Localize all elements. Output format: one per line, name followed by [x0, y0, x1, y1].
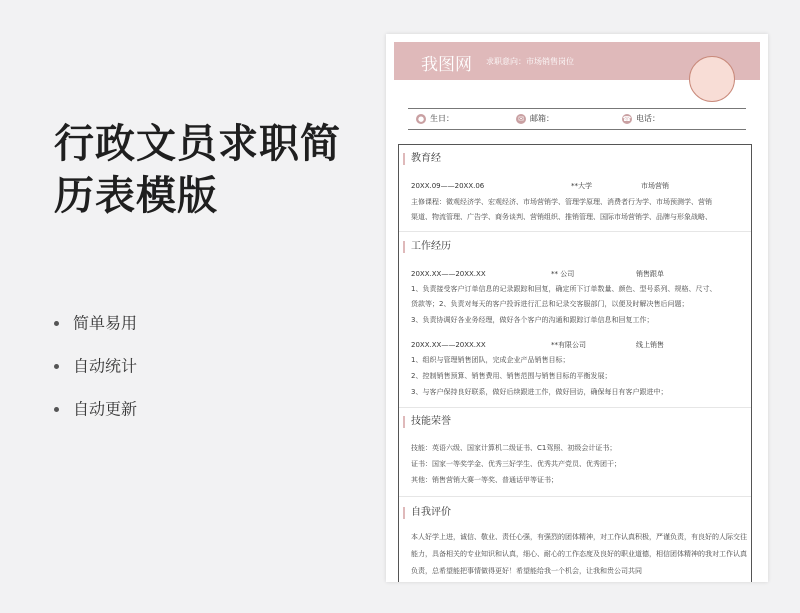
bullet-icon [54, 321, 59, 326]
job-row: 20XX.XX——20XX.XX ** 公司 销售跟单 [411, 270, 664, 278]
self-evaluation-text: 本人好学上进，诚信、敬业、责任心强，有强烈的团体精神，对工作认真积极，严谨负责，有良好的人际交往能力，具备相关的专业知识和认真，细心、耐心的工作态度及良好的职业道德，相信团体精神的我对工作认真负责，总希望能把事情做得更好！希望能给我一个机会，让我和贵公司共同 [411, 533, 747, 575]
section-divider [399, 496, 751, 497]
skill-line: 证书：国家一等奖学金、优秀三好学生、优秀共产党员、优秀团干； [411, 460, 621, 468]
bullet-icon [54, 364, 59, 369]
job-line: 货款等；2、负责对每天的客户投诉进行汇总和记录交客服部门，以便及时解决售后问题； [411, 300, 689, 308]
phone-icon: ☎ [622, 114, 632, 123]
job-line: 1、负责接受客户订单信息的记录跟踪和回复，确定所下订单数量、颜色、型号系列、规格、尺寸、 [411, 285, 717, 293]
info-birthday: ● 生日： [417, 114, 454, 123]
job-line: 3、与客户保持良好联系，做好后续跟进工作，做好回访，确保每日有客户跟进中； [411, 388, 668, 396]
job-intent: 求职意向：市场销售岗位 [486, 57, 574, 66]
feature-list [54, 312, 137, 441]
section-title-work: 工作经历 [403, 241, 451, 253]
promo-title: 行政文员求职简历表模版 [54, 121, 341, 219]
education-line: 渠道、物流管理、广告学、商务谈判、营销组织、推销管理、国际市场营销学、品牌与形象战略、 [411, 213, 712, 221]
section-title-skills: 技能荣誉 [403, 416, 451, 428]
feature-item: 简单易用 [54, 312, 137, 334]
job-line: 1、组织与管理销售团队，完成企业产品销售目标； [411, 356, 570, 364]
mail-icon: ✉ [516, 114, 526, 124]
info-email: ✉ 邮箱： [516, 113, 554, 124]
brand-logo-text: 我图网 [421, 55, 472, 75]
section-divider [399, 407, 751, 408]
resume-content [398, 144, 752, 582]
feature-item: 自动统计 [54, 355, 137, 377]
feature-item: 自动更新 [54, 398, 137, 420]
bullet-icon [54, 407, 59, 412]
birthday-icon: ● [417, 114, 425, 123]
job-row: 20XX.XX——20XX.XX **有限公司 线上销售 [411, 341, 664, 349]
info-phone: ☎ 电话： [622, 114, 660, 123]
job-line: 3、负责协调好各业务经理，做好各个客户的沟通和跟踪订单信息和回复工作； [411, 316, 654, 324]
education-row: 20XX.09——20XX.06 **大学 市场营销 [411, 182, 669, 190]
avatar [689, 56, 735, 102]
education-line: 主修课程：微观经济学、宏观经济、市场营销学、管理学原理、消费者行为学、市场预测学、营销 [411, 198, 712, 206]
skill-line: 其他：销售营销大赛一等奖、普通话甲等证书； [411, 476, 558, 484]
job-line: 2、控制销售预算、销售费用、销售范围与销售目标的平衡发展； [411, 372, 612, 380]
contact-info-bar [408, 108, 746, 130]
skill-line: 技能：英语六级、国家计算机二级证书、C1驾照、初级会计证书； [411, 444, 617, 452]
section-title-self: 自我评价 [403, 507, 451, 519]
resume-preview [386, 34, 768, 582]
section-title-education: 教育经 [403, 153, 441, 165]
section-divider [399, 231, 751, 232]
